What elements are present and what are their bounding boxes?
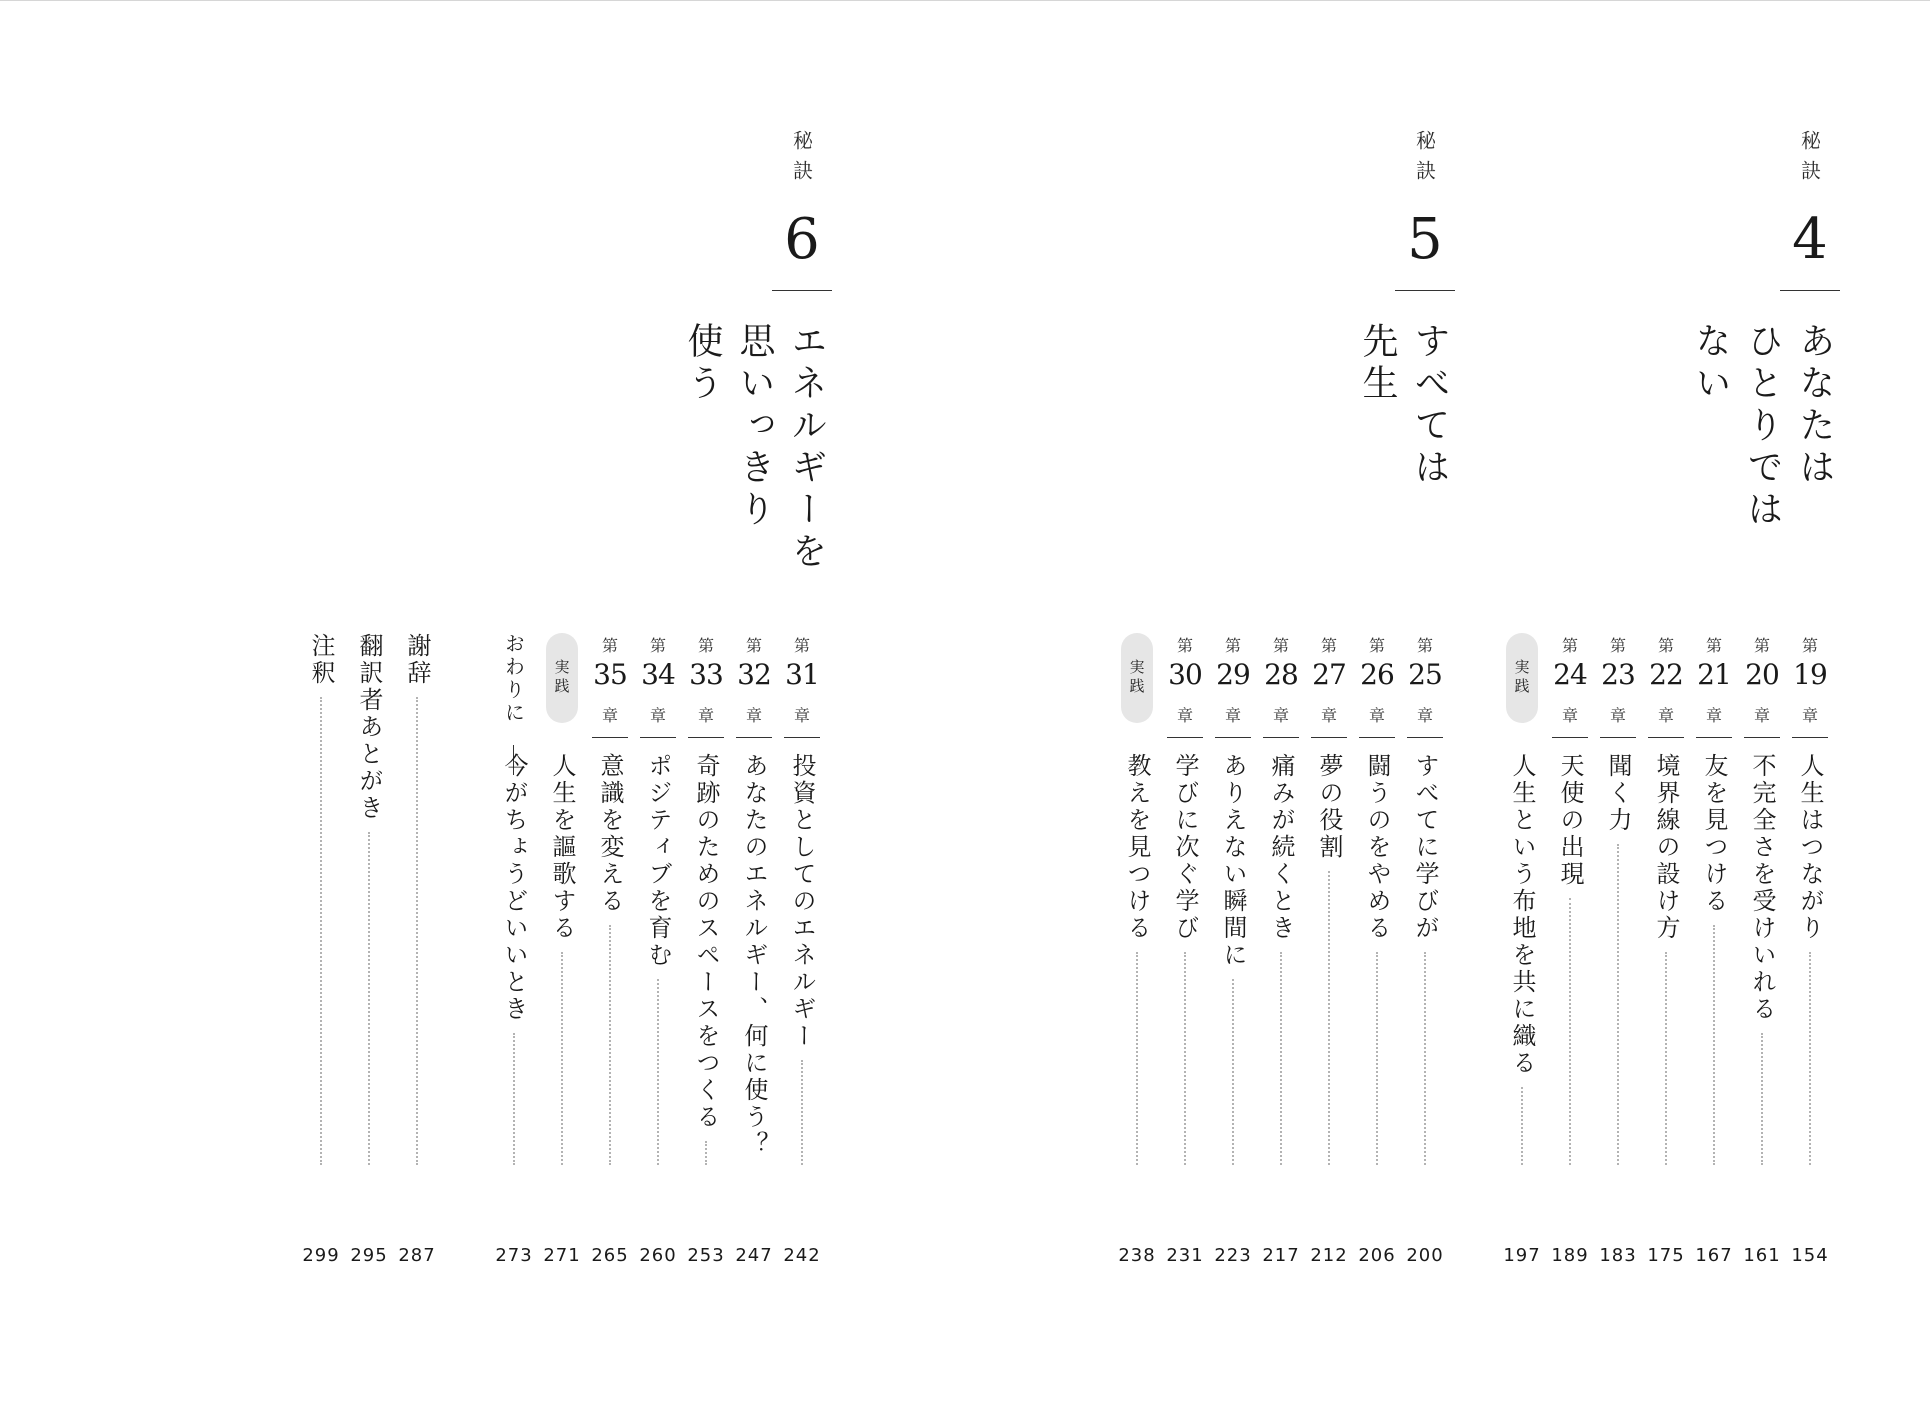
chapter-title: 不完全さを受けいれる [1748,753,1776,1023]
dot-leader [513,1033,515,1165]
page-number: 175 [1647,1245,1685,1266]
page-number: 189 [1551,1245,1589,1266]
closing-label: おわりに [501,633,526,725]
toc-entry-chapter-23[interactable] [1598,0,1638,1418]
secret-number: 5 [1407,207,1443,272]
chapter-prefix: 第 [1705,636,1722,655]
dot-leader [1521,1087,1523,1165]
toc-entry-chapter-27[interactable] [1309,0,1349,1418]
chapter-title: 投資としてのエネルギー [788,753,816,1050]
chapter-prefix: 第 [1416,636,1433,655]
toc-entry-acknowledgments[interactable] [397,0,437,1418]
dot-leader [1665,952,1667,1165]
chapter-suffix: 章 [1320,706,1337,725]
divider [1407,737,1443,738]
chapter-title-row [1742,753,1782,1183]
practice-badge: 実践 [1121,633,1153,723]
dot-leader [1328,871,1330,1165]
dot-leader [609,925,611,1165]
secret-label: 秘訣 [789,130,814,190]
chapter-suffix: 章 [745,706,762,725]
chapter-title-row [782,753,822,1183]
part-title: あなたは ひとりでは ない [1690,322,1835,532]
chapter-number: 35 [593,658,627,691]
chapter-suffix: 章 [1272,706,1289,725]
chapter-suffix: 章 [697,706,714,725]
toc-entry-closing[interactable] [494,0,534,1418]
page-number: 206 [1358,1245,1396,1266]
back-matter-title-row [397,633,437,1183]
part-title: エネルギーを 思いっきり 使う [682,322,827,574]
toc-entry-chapter-22[interactable] [1646,0,1686,1418]
closing-title: 今がちょうどいいとき [500,753,528,1023]
page-number: 287 [398,1245,436,1266]
divider [1744,737,1780,738]
chapter-suffix: 章 [793,706,810,725]
back-matter-title-row [349,633,389,1183]
divider [736,737,772,738]
chapter-title: 友を見つける [1700,753,1728,915]
chapter-suffix: 章 [1657,706,1674,725]
divider [688,737,724,738]
practice-title: 人生という布地を共に織る [1508,753,1536,1077]
chapter-suffix: 章 [1753,706,1770,725]
toc-entry-practice-6[interactable] [542,0,582,1418]
page-number: 260 [639,1245,677,1266]
practice-badge: 実践 [1506,633,1538,723]
dot-leader [1761,1033,1763,1165]
dot-leader [320,697,322,1165]
dot-leader [1569,898,1571,1165]
dot-leader [1713,925,1715,1165]
chapter-title-row [1405,753,1445,1183]
closing-title-row [494,753,534,1183]
secret-label: 秘訣 [1797,130,1822,190]
chapter-prefix: 第 [1561,636,1578,655]
chapter-prefix: 第 [745,636,762,655]
toc-entry-chapter-21[interactable] [1694,0,1734,1418]
secret-number: 6 [784,207,820,272]
page-number: 247 [735,1245,773,1266]
chapter-prefix: 第 [697,636,714,655]
back-matter-title: 注釈 [307,633,335,687]
dot-leader [1184,952,1186,1165]
chapter-suffix: 章 [1801,706,1818,725]
toc-entry-chapter-19[interactable] [1790,0,1830,1418]
chapter-number: 32 [737,658,771,691]
chapter-title-row [1261,753,1301,1183]
chapter-title-row [1646,753,1686,1183]
chapter-title: 痛みが続くとき [1267,753,1295,942]
divider [1696,737,1732,738]
divider [1263,737,1299,738]
chapter-title: 闘うのをやめる [1363,753,1391,942]
chapter-number: 29 [1216,658,1250,691]
chapter-number: 25 [1408,658,1442,691]
divider [1359,737,1395,738]
chapter-title: ありえない瞬間に [1219,753,1247,969]
chapter-number: 22 [1649,658,1683,691]
chapter-number: 24 [1553,658,1587,691]
toc-entry-chapter-34[interactable] [638,0,678,1418]
chapter-prefix: 第 [649,636,666,655]
chapter-number: 31 [785,658,819,691]
dot-leader [416,697,418,1165]
back-matter-title: 謝辞 [403,633,431,687]
toc-entry-chapter-24[interactable] [1550,0,1590,1418]
toc-entry-chapter-35[interactable] [590,0,630,1418]
chapter-title: あなたのエネルギー、何に使う？ [740,753,768,1158]
page-number: 242 [783,1245,821,1266]
chapter-suffix: 章 [1368,706,1385,725]
chapter-number: 26 [1360,658,1394,691]
chapter-suffix: 章 [1561,706,1578,725]
chapter-suffix: 章 [1176,706,1193,725]
divider [784,737,820,738]
chapter-number: 34 [641,658,675,691]
page-number: 183 [1599,1245,1637,1266]
secret-label: 秘訣 [1412,130,1437,190]
chapter-title-row [638,753,678,1183]
page-number: 265 [591,1245,629,1266]
chapter-prefix: 第 [793,636,810,655]
chapter-title-row [1165,753,1205,1183]
page-number: 200 [1406,1245,1444,1266]
page-number: 167 [1695,1245,1733,1266]
chapter-title: 学びに次ぐ学び [1171,753,1199,942]
chapter-suffix: 章 [1609,706,1626,725]
page-number: 161 [1743,1245,1781,1266]
dot-leader [1617,844,1619,1165]
chapter-prefix: 第 [601,636,618,655]
divider [1648,737,1684,738]
chapter-title-row [1309,753,1349,1183]
page-number: 197 [1503,1245,1541,1266]
page-number: 299 [302,1245,340,1266]
page-number: 231 [1166,1245,1204,1266]
dot-leader [801,1060,803,1165]
chapter-prefix: 第 [1609,636,1626,655]
back-matter-title: 翻訳者あとがき [355,633,383,822]
chapter-title-row [1790,753,1830,1183]
chapter-title-row [590,753,630,1183]
chapter-title: 人生はつながり [1796,753,1824,942]
page-number: 253 [687,1245,725,1266]
toc-entry-notes[interactable] [301,0,341,1418]
divider [1552,737,1588,738]
chapter-number: 20 [1745,658,1779,691]
page-number: 273 [495,1245,533,1266]
chapter-title: 奇跡のためのスペースをつくる [692,753,720,1131]
toc-entry-chapter-28[interactable] [1261,0,1301,1418]
chapter-number: 21 [1697,658,1731,691]
toc-entry-chapter-31[interactable] [782,0,822,1418]
dot-leader [1280,952,1282,1165]
practice-title: 人生を謳歌する [548,753,576,942]
dot-leader [368,832,370,1165]
secret-number: 4 [1792,207,1828,272]
dot-leader [1809,952,1811,1165]
chapter-title: 意識を変える [596,753,624,915]
chapter-prefix: 第 [1320,636,1337,655]
chapter-title-row [1357,753,1397,1183]
toc-entry-chapter-32[interactable] [734,0,774,1418]
chapter-title: 天使の出現 [1556,753,1584,888]
chapter-prefix: 第 [1272,636,1289,655]
chapter-number: 27 [1312,658,1346,691]
chapter-title: 聞く力 [1604,753,1632,834]
chapter-title: ポジティブを育む [644,753,672,969]
chapter-title-row [1598,753,1638,1183]
chapter-title-row [686,753,726,1183]
chapter-suffix: 章 [601,706,618,725]
chapter-number: 33 [689,658,723,691]
dot-leader [1424,952,1426,1165]
chapter-suffix: 章 [1224,706,1241,725]
toc-entry-translator-afterword[interactable] [349,0,389,1418]
toc-entry-chapter-26[interactable] [1357,0,1397,1418]
chapter-prefix: 第 [1368,636,1385,655]
practice-title-row [542,753,582,1183]
divider [1167,737,1203,738]
dot-leader [1232,979,1234,1165]
toc-entry-chapter-30[interactable] [1165,0,1205,1418]
divider [592,737,628,738]
chapter-title-row [734,753,774,1183]
chapter-prefix: 第 [1801,636,1818,655]
dot-leader [1136,952,1138,1165]
practice-title-row [1502,753,1542,1183]
page-number: 271 [543,1245,581,1266]
dot-leader [705,1141,707,1165]
practice-badge: 実践 [546,633,578,723]
chapter-suffix: 章 [1416,706,1433,725]
page-number: 212 [1310,1245,1348,1266]
page-number: 217 [1262,1245,1300,1266]
chapter-title-row [1213,753,1253,1183]
dot-leader [1376,952,1378,1165]
page-number: 154 [1791,1245,1829,1266]
chapter-prefix: 第 [1224,636,1241,655]
divider [1600,737,1636,738]
chapter-number: 28 [1264,658,1298,691]
toc-entry-chapter-33[interactable] [686,0,726,1418]
toc-entry-practice-5[interactable] [1117,0,1157,1418]
chapter-title-row [1550,753,1590,1183]
chapter-number: 23 [1601,658,1635,691]
practice-title-row [1117,753,1157,1183]
chapter-title: 夢の役割 [1315,753,1343,861]
practice-title: 教えを見つける [1123,753,1151,942]
chapter-number: 19 [1793,658,1827,691]
chapter-number: 30 [1168,658,1202,691]
toc-entry-chapter-20[interactable] [1742,0,1782,1418]
toc-entry-practice-4[interactable] [1502,0,1542,1418]
divider [1311,737,1347,738]
back-matter-title-row [301,633,341,1183]
dot-leader [657,979,659,1165]
top-border [0,0,1930,1]
chapter-title-row [1694,753,1734,1183]
part-title: すべては 先生 [1357,322,1450,490]
divider [1215,737,1251,738]
divider [640,737,676,738]
chapter-prefix: 第 [1176,636,1193,655]
chapter-prefix: 第 [1753,636,1770,655]
chapter-prefix: 第 [1657,636,1674,655]
toc-entry-chapter-29[interactable] [1213,0,1253,1418]
chapter-suffix: 章 [649,706,666,725]
page-number: 223 [1214,1245,1252,1266]
toc-entry-chapter-25[interactable] [1405,0,1445,1418]
page-number: 238 [1118,1245,1156,1266]
page-number: 295 [350,1245,388,1266]
divider [1792,737,1828,738]
chapter-title: 境界線の設け方 [1652,753,1680,942]
dot-leader [561,952,563,1165]
chapter-title: すべてに学びが [1411,753,1439,942]
chapter-suffix: 章 [1705,706,1722,725]
